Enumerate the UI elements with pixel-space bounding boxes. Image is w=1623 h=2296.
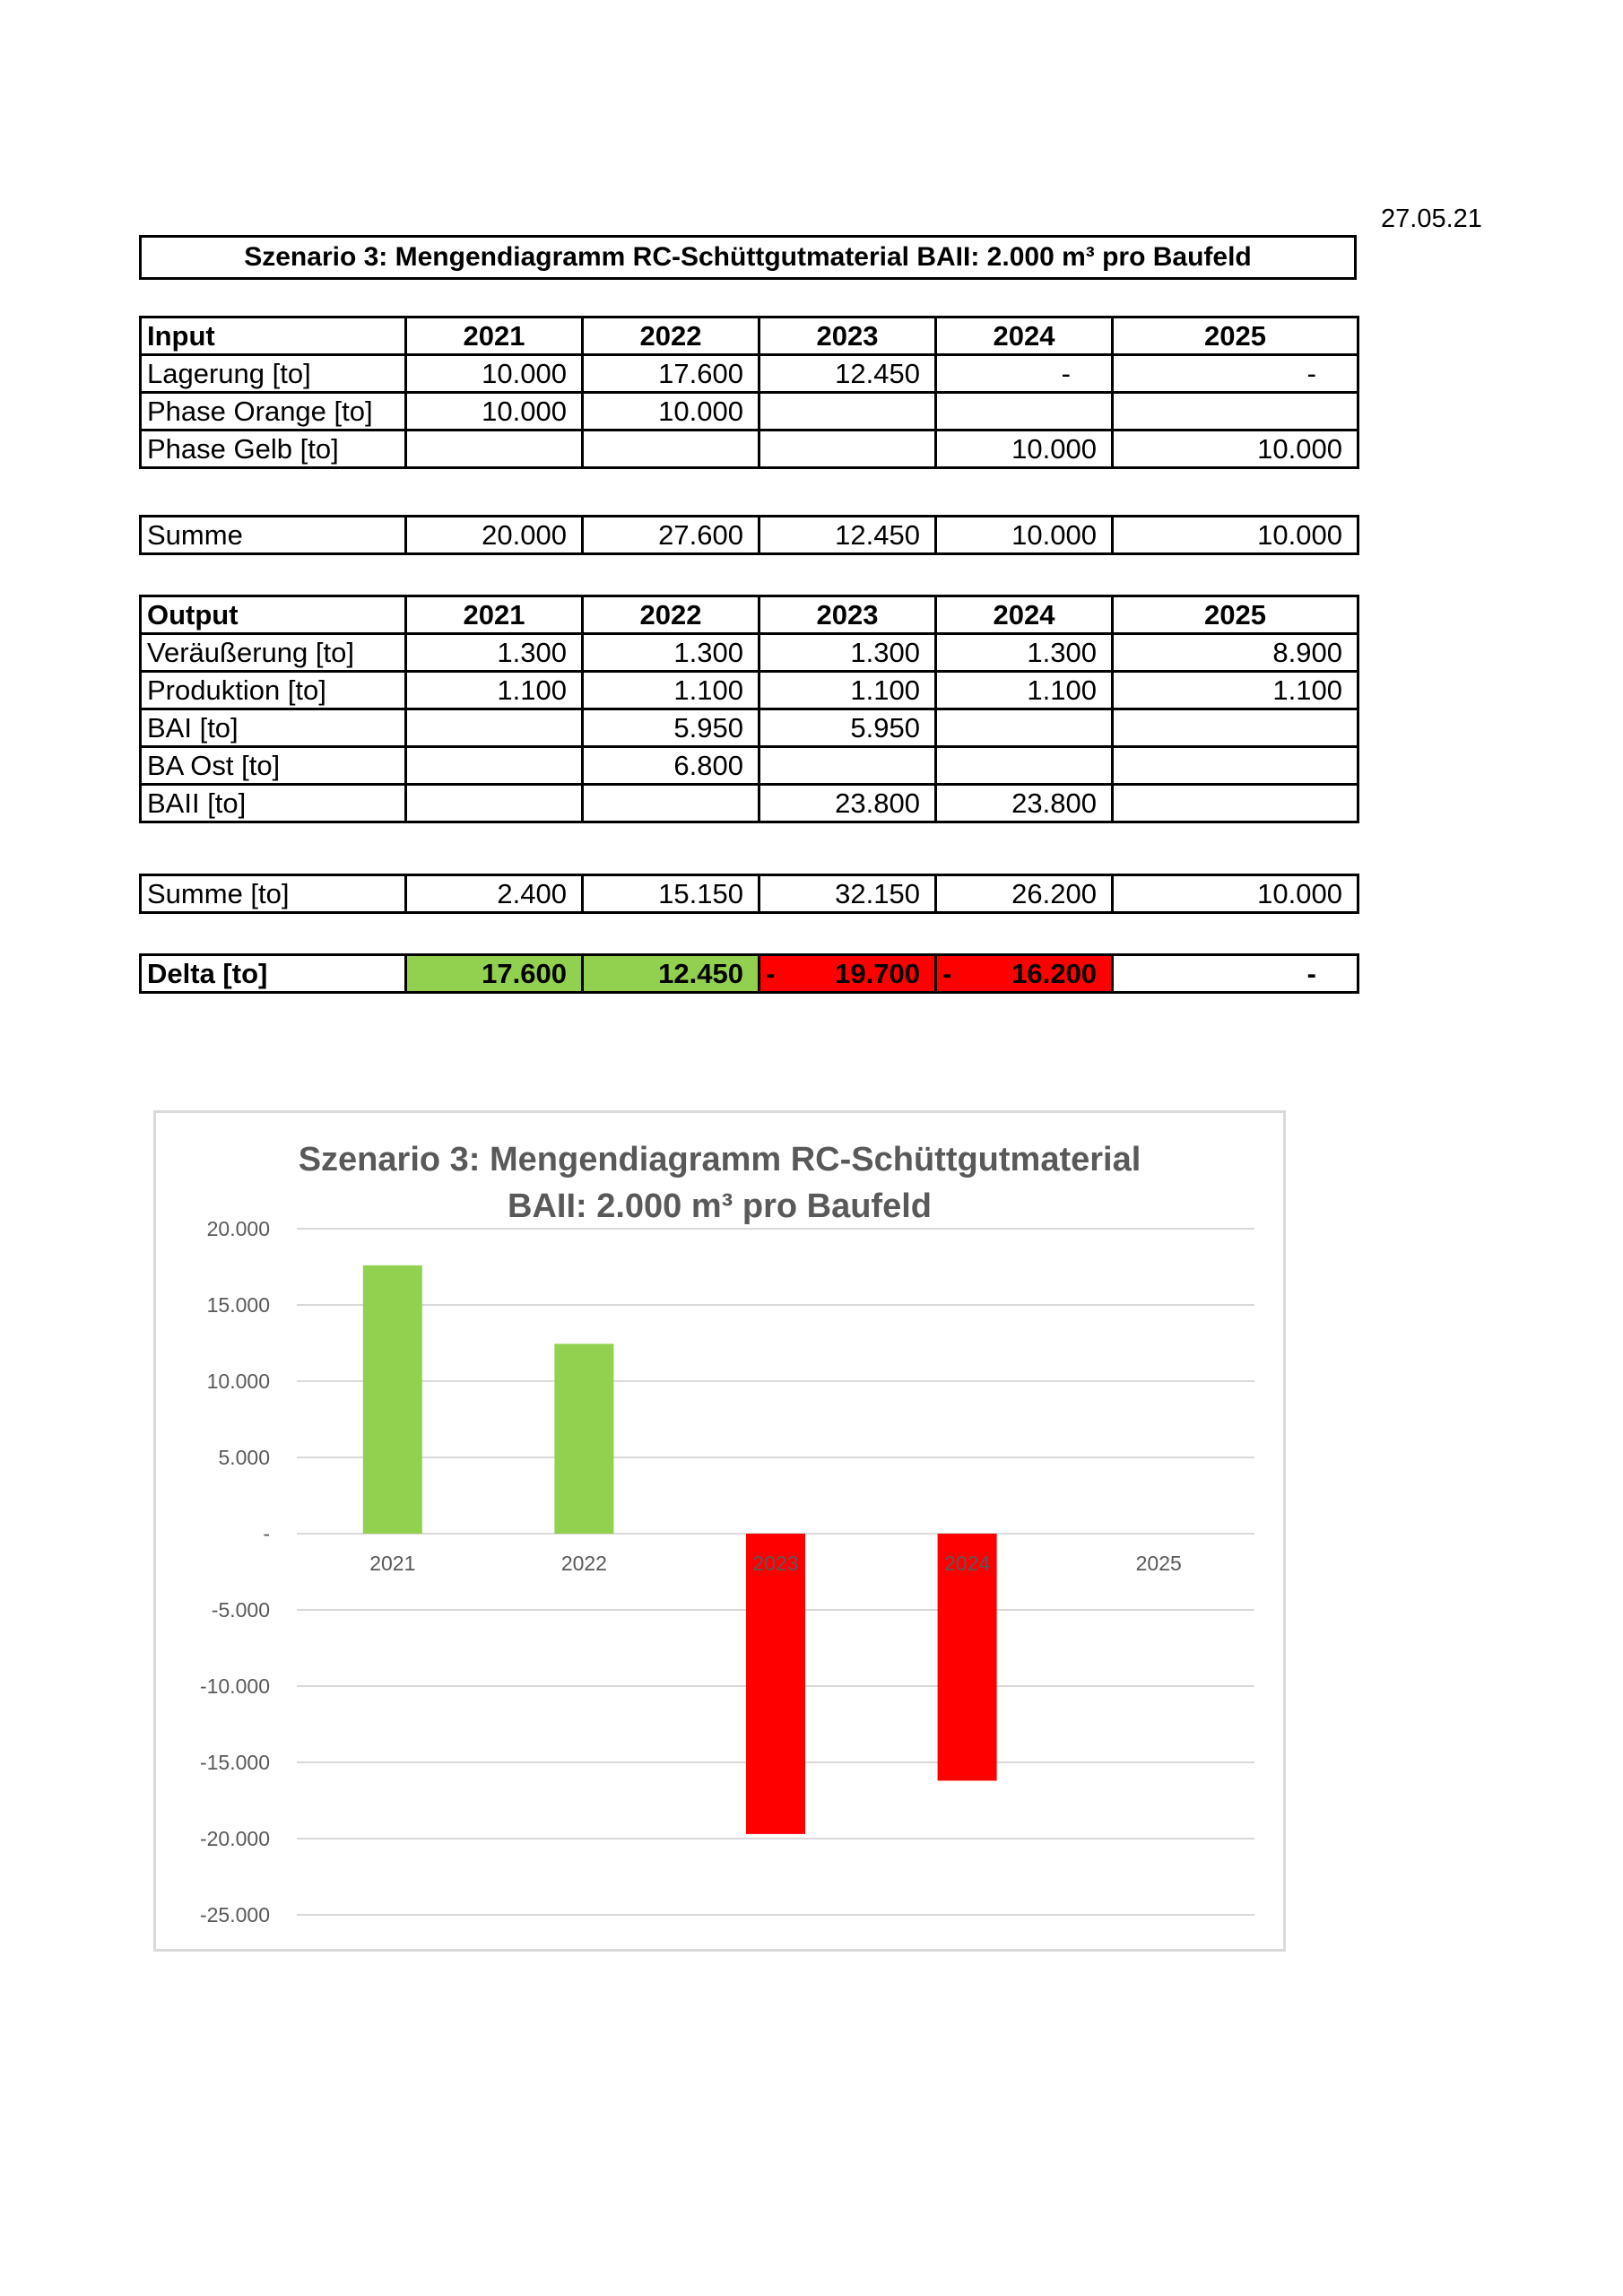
header-cell: Input	[141, 317, 406, 355]
table-cell	[759, 393, 936, 430]
sum-row	[141, 517, 1358, 554]
header-cell: 2024	[936, 596, 1113, 634]
document-date: 27.05.21	[1381, 204, 1482, 233]
table-cell: 12.450	[759, 355, 936, 393]
input-header-row	[141, 317, 1358, 355]
row-label: Lagerung [to]	[141, 355, 406, 393]
y-tick-label: 15.000	[206, 1293, 270, 1317]
table-cell	[936, 709, 1113, 747]
header-cell: 2022	[583, 596, 759, 634]
table-row	[141, 747, 1358, 785]
input-sum-table	[139, 515, 1359, 555]
table-cell: 26.200	[936, 875, 1113, 913]
output-table	[139, 595, 1359, 823]
table-cell: -	[936, 355, 1113, 393]
table-cell	[1113, 709, 1358, 747]
table-cell	[406, 709, 583, 747]
table-cell	[936, 747, 1113, 785]
table-cell: 12.450	[759, 517, 936, 554]
bar-2023	[746, 1534, 805, 1834]
table-cell	[406, 785, 583, 822]
table-row	[141, 785, 1358, 822]
delta-cell: 17.600	[406, 955, 583, 993]
x-tick-label: 2022	[560, 1552, 607, 1575]
table-cell: 5.950	[759, 709, 936, 747]
y-tick-label: -25.000	[199, 1903, 270, 1926]
row-label: Phase Gelb [to]	[141, 430, 406, 468]
y-tick-label: -10.000	[199, 1674, 270, 1698]
row-label: Produktion [to]	[141, 672, 406, 709]
row-label: BA Ost [to]	[141, 747, 406, 785]
table-row	[141, 355, 1358, 393]
table-cell	[759, 430, 936, 468]
header-cell: Output	[141, 596, 406, 634]
table-cell: 1.300	[406, 634, 583, 672]
table-cell: 10.000	[1113, 517, 1358, 554]
y-tick-label: -15.000	[199, 1751, 270, 1774]
y-tick-label: -5.000	[211, 1598, 270, 1622]
header-cell: 2023	[759, 596, 936, 634]
table-cell	[583, 430, 759, 468]
delta-cell: 12.450	[583, 955, 759, 993]
x-tick-label: 2025	[1135, 1552, 1182, 1575]
table-cell	[1113, 393, 1358, 430]
x-tick-label: 2021	[369, 1552, 416, 1575]
row-label: Summe [to]	[141, 875, 406, 913]
table-cell: 20.000	[406, 517, 583, 554]
row-label: Delta [to]	[141, 955, 406, 993]
table-cell: 1.100	[583, 672, 759, 709]
y-tick-label: 10.000	[206, 1370, 270, 1393]
table-cell	[406, 430, 583, 468]
table-cell: 1.300	[936, 634, 1113, 672]
table-cell: -	[1113, 355, 1358, 393]
delta-table	[139, 953, 1359, 994]
header-cell: 2025	[1113, 596, 1358, 634]
table-cell: 8.900	[1113, 634, 1358, 672]
table-cell: 1.100	[759, 672, 936, 709]
table-cell	[1113, 785, 1358, 822]
table-cell: 10.000	[936, 517, 1113, 554]
delta-cell: - 16.200	[936, 955, 1113, 993]
input-table	[139, 316, 1359, 469]
delta-cell: - 19.700	[759, 955, 936, 993]
table-cell: 23.800	[759, 785, 936, 822]
delta-chart	[153, 1110, 1286, 1952]
table-cell	[1113, 747, 1358, 785]
table-cell: 10.000	[1113, 875, 1358, 913]
row-label: BAI [to]	[141, 709, 406, 747]
header-cell: 2025	[1113, 317, 1358, 355]
chart-title-line-1: Szenario 3: Mengendiagramm RC-Schüttgutmaterial	[298, 1141, 1141, 1178]
table-row	[141, 393, 1358, 430]
bar-2022	[554, 1344, 613, 1534]
table-cell	[759, 747, 936, 785]
header-cell: 2023	[759, 317, 936, 355]
table-cell: 32.150	[759, 875, 936, 913]
table-cell: 17.600	[583, 355, 759, 393]
table-cell: 10.000	[583, 393, 759, 430]
row-label: Summe	[141, 517, 406, 554]
table-cell	[583, 785, 759, 822]
table-cell: 27.600	[583, 517, 759, 554]
table-row	[141, 634, 1358, 672]
table-cell: 1.100	[1113, 672, 1358, 709]
table-cell: 6.800	[583, 747, 759, 785]
table-cell	[936, 393, 1113, 430]
sum-row	[141, 875, 1358, 913]
y-tick-label: 5.000	[218, 1446, 270, 1469]
delta-row	[141, 955, 1358, 993]
bar-2021	[363, 1265, 422, 1534]
table-cell: 10.000	[406, 355, 583, 393]
row-label: Phase Orange [to]	[141, 393, 406, 430]
table-title: Szenario 3: Mengendiagramm RC-Schüttgutmaterial BAII: 2.000 m³ pro Baufeld	[139, 235, 1357, 280]
table-cell: 10.000	[1113, 430, 1358, 468]
header-cell: 2022	[583, 317, 759, 355]
table-cell: 1.300	[583, 634, 759, 672]
chart-title-line-2: BAII: 2.000 m³ pro Baufeld	[508, 1187, 932, 1225]
row-label: Veräußerung [to]	[141, 634, 406, 672]
header-cell: 2024	[936, 317, 1113, 355]
y-tick-label: -	[263, 1522, 270, 1545]
header-cell: 2021	[406, 317, 583, 355]
delta-cell: -	[1113, 955, 1358, 993]
output-header-row	[141, 596, 1358, 634]
table-cell: 1.300	[759, 634, 936, 672]
table-row	[141, 709, 1358, 747]
table-cell: 1.100	[406, 672, 583, 709]
y-tick-label: -20.000	[199, 1827, 270, 1850]
table-cell: 23.800	[936, 785, 1113, 822]
table-row	[141, 430, 1358, 468]
table-cell: 10.000	[936, 430, 1113, 468]
output-sum-table	[139, 874, 1359, 914]
table-cell: 5.950	[583, 709, 759, 747]
table-cell: 10.000	[406, 393, 583, 430]
x-tick-label: 2024	[944, 1552, 991, 1575]
table-cell: 15.150	[583, 875, 759, 913]
header-cell: 2021	[406, 596, 583, 634]
table-cell: 2.400	[406, 875, 583, 913]
table-row	[141, 672, 1358, 709]
y-tick-label: 20.000	[206, 1217, 270, 1240]
chart-plot-area	[156, 1113, 1283, 1949]
row-label: BAII [to]	[141, 785, 406, 822]
x-tick-label: 2023	[752, 1552, 799, 1575]
table-cell	[406, 747, 583, 785]
table-cell: 1.100	[936, 672, 1113, 709]
